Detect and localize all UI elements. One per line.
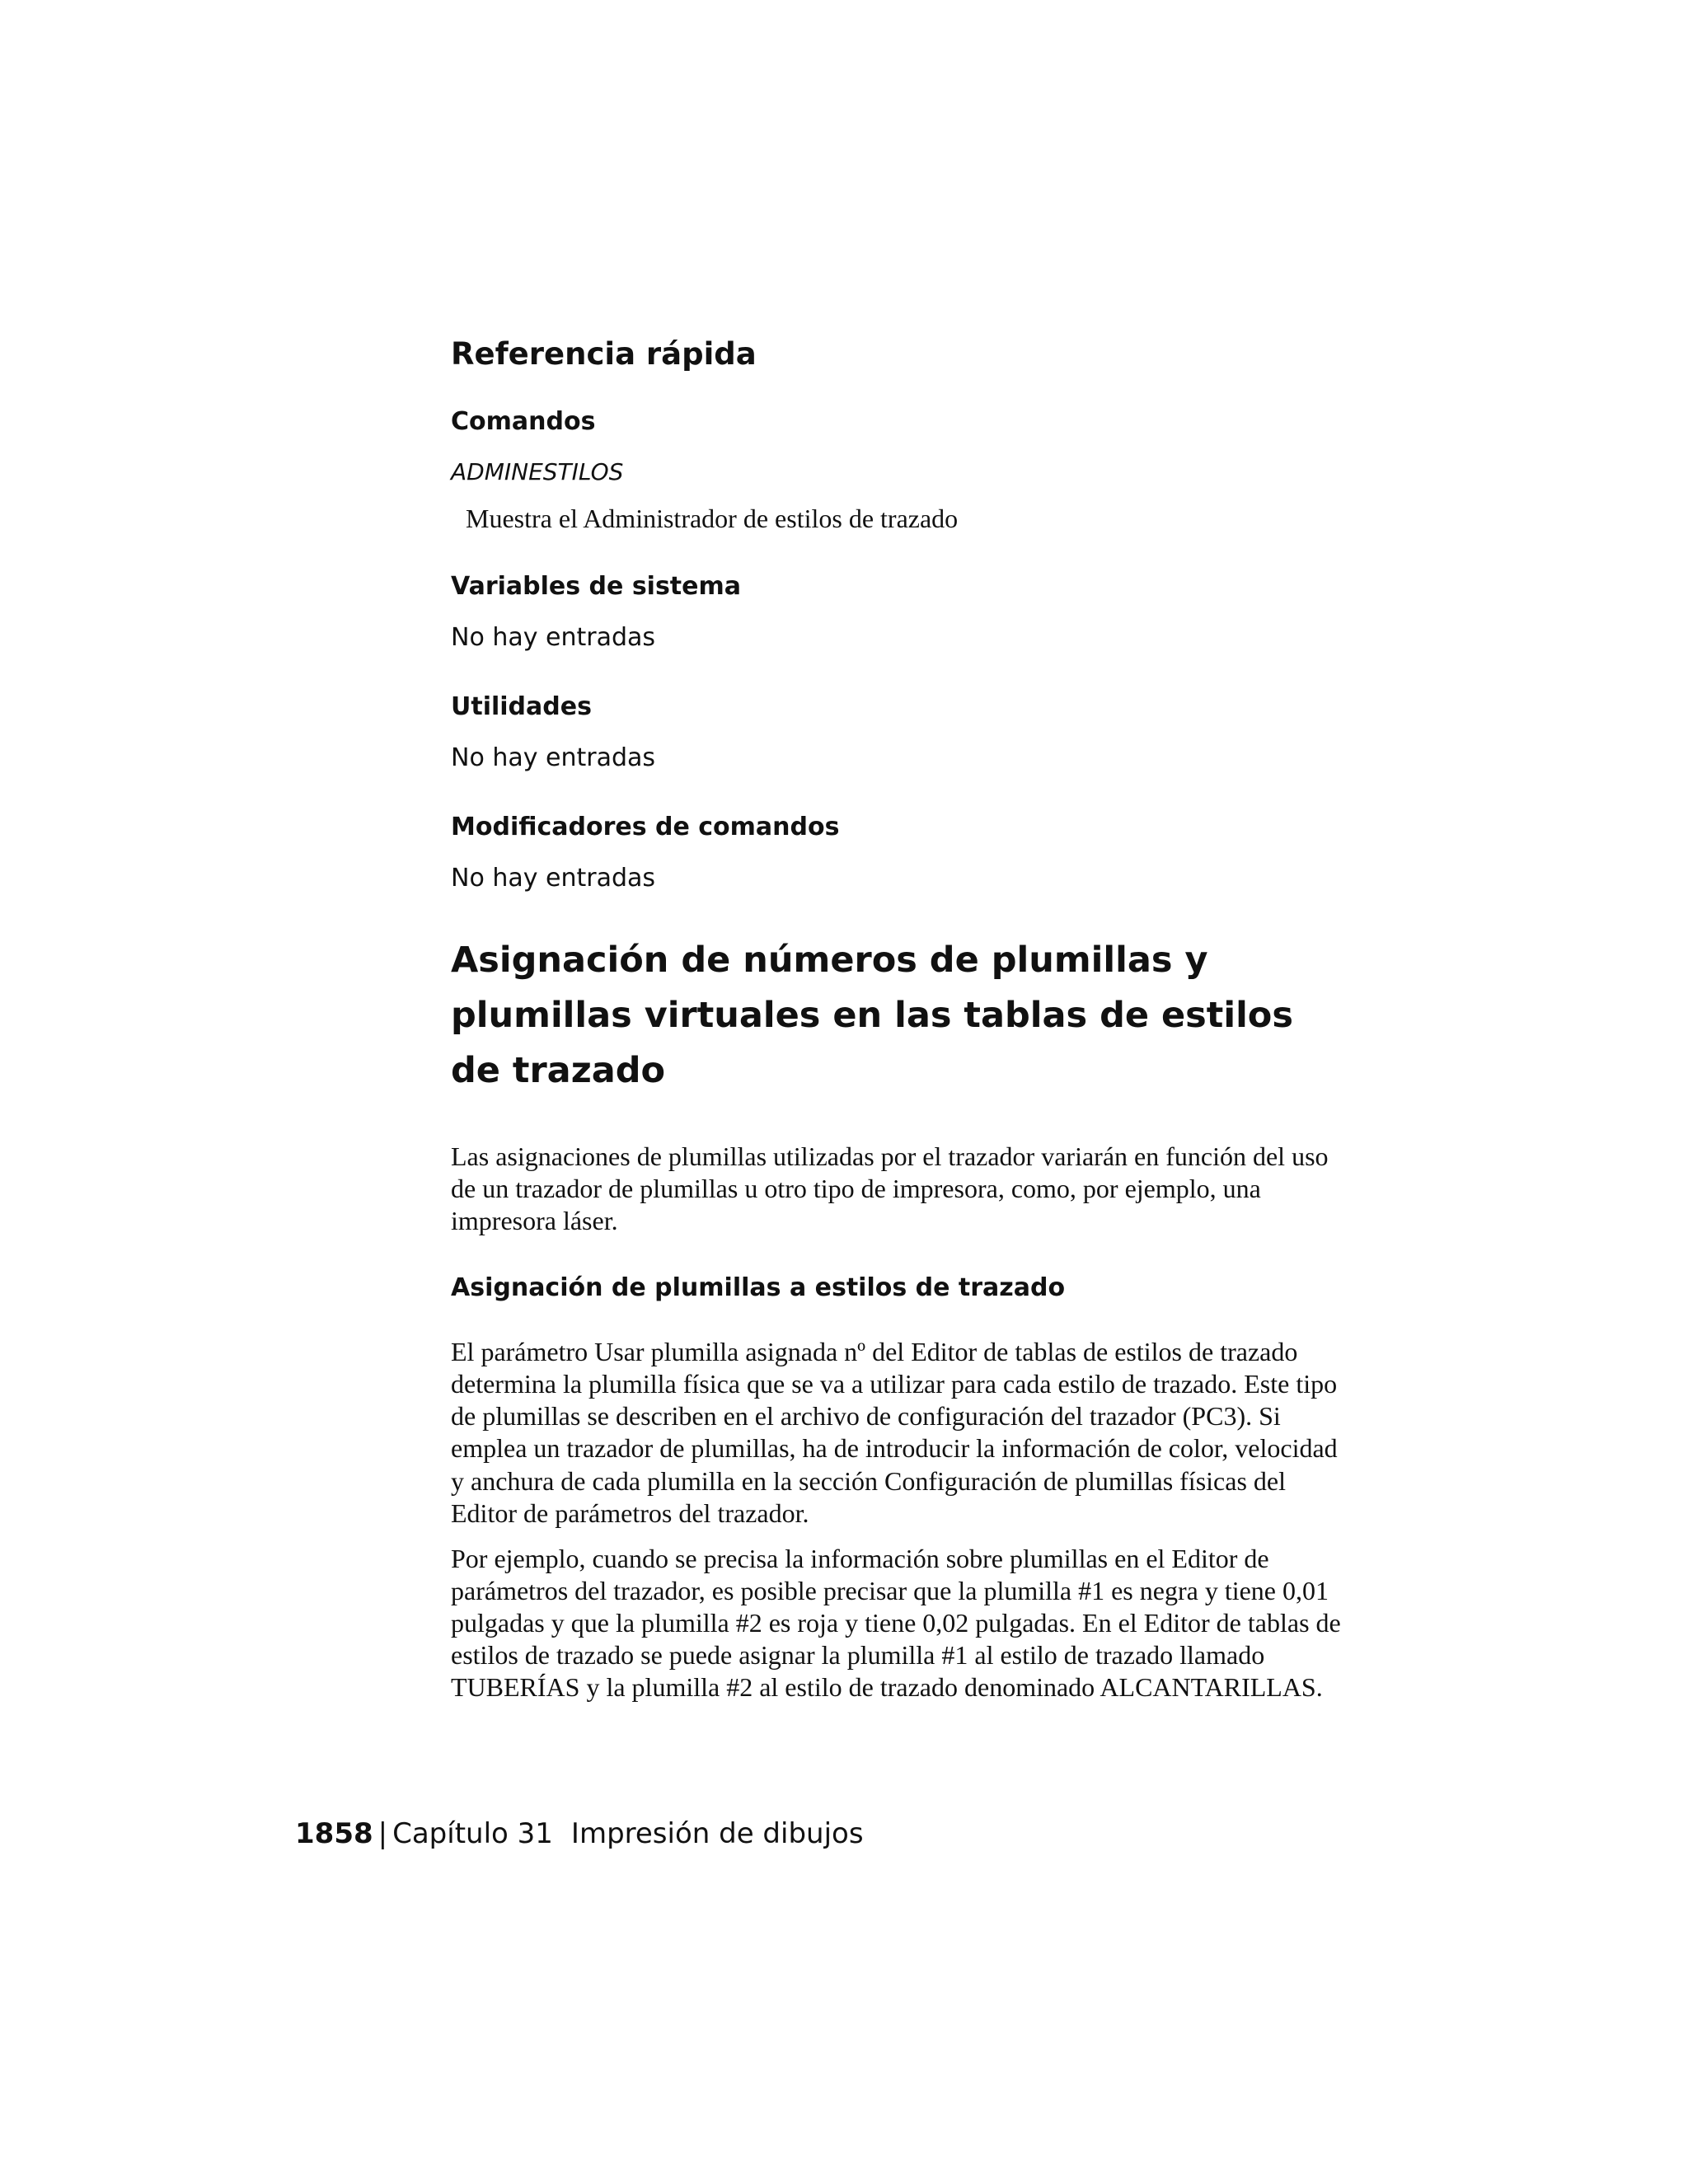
- section-title: Asignación de números de plumillas y plumillas virtuales en las tablas de estilos de trazado: [451, 940, 1293, 1091]
- utilities-heading: Utilidades: [451, 692, 592, 722]
- footer-separator: |: [377, 1817, 388, 1850]
- system-variables-value: No hay entradas: [451, 623, 656, 653]
- command-modifiers-value: No hay entradas: [451, 864, 656, 893]
- quick-reference-title: Referencia rápida: [451, 336, 757, 372]
- utilities-value: No hay entradas: [451, 743, 656, 773]
- body-paragraph-1: El parámetro Usar plumilla asignada nº del Editor de tablas de estilos de trazado determina la plumilla física que se va a utilizar para cada estilo de trazado. Este tipo de plumillas se describen en el archivo de configuración del trazador (PC3). Si emplea un trazador de plumillas, ha de introducir la información de color, velocidad y anchura de cada plumilla en la sección Configuración de plumillas físicas del Editor de parámetros del trazador.: [451, 1337, 1338, 1528]
- page-footer: [295, 1817, 864, 1851]
- command-modifiers-heading: Modificadores de comandos: [451, 813, 840, 842]
- body-paragraph-2: Por ejemplo, cuando se precisa la información sobre plumillas en el Editor de parámetros del trazador, es posible precisar que la plumilla #1 es negra y tiene 0,01 pulgadas y que la plumilla #2 es roja y tiene 0,02 pulgadas. En el Editor de tablas de estilos de trazado se puede asignar la plumilla #1 al estilo de trazado llamado TUBERÍAS y la plumilla #2 al estilo de trazado denominado ALCANTARILLAS.: [451, 1543, 1341, 1702]
- page-number: 1858: [295, 1817, 373, 1850]
- page-content: [451, 336, 1341, 1740]
- chapter-label: Capítulo 31: [392, 1817, 553, 1850]
- chapter-title: Impresión de dibujos: [570, 1817, 864, 1850]
- intro-paragraph: Las asignaciones de plumillas utilizadas por el trazador variarán en función del uso de un trazador de plumillas u otro tipo de impresora, como, por ejemplo, una impresora láser.: [451, 1141, 1329, 1236]
- command-description: Muestra el Administrador de estilos de trazado: [466, 503, 959, 533]
- subsection-heading: Asignación de plumillas a estilos de trazado: [451, 1273, 1066, 1303]
- command-name: ADMINESTILOS: [451, 458, 624, 486]
- system-variables-heading: Variables de sistema: [451, 572, 742, 602]
- commands-heading: Comandos: [451, 407, 596, 437]
